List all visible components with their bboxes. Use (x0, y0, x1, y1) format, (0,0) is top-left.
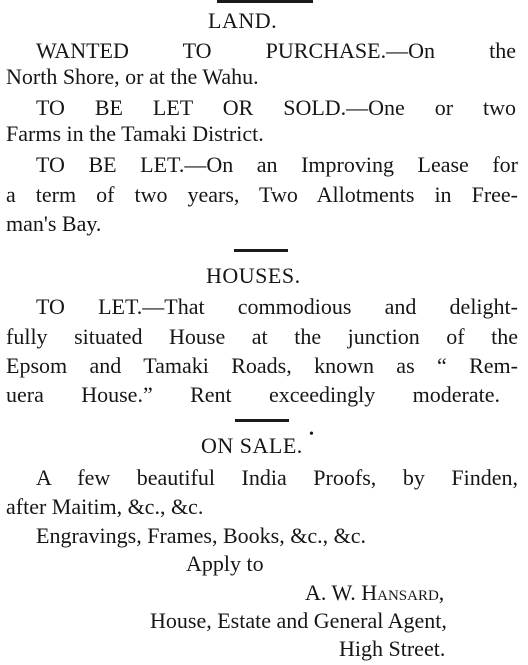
let-line-3: man's Bay. (6, 211, 102, 236)
sale-heading: ON SALE. (201, 433, 303, 458)
sale-line-1: A few beautiful India Proofs, by Finden, (36, 465, 518, 490)
sale-line-3: Engravings, Frames, Books, &c., &c. (36, 523, 366, 548)
sold-line-1: TO BE LET OR SOLD.—One or two (36, 95, 516, 120)
apply-to: Apply to (186, 551, 264, 576)
agent-address: High Street. (339, 636, 446, 661)
wanted-line-1: WANTED TO PURCHASE.—On the (36, 38, 516, 63)
houses-heading: HOUSES. (206, 263, 301, 288)
houses-line-1: TO LET.—That commodious and delight- (36, 294, 518, 319)
sold-line-2: Farms in the Tamaki District. (6, 121, 264, 146)
houses-line-2: fully situated House at the junction of the (6, 324, 518, 349)
sale-heading-mark: • (309, 427, 314, 442)
houses-line-4: uera House.” Rent exceedingly moderate. (6, 382, 500, 407)
top-rule (217, 0, 313, 3)
houses-line-3: Epsom and Tamaki Roads, known as “ Rem- (6, 353, 518, 378)
sale-line-2: after Maitim, &c., &c. (6, 494, 204, 519)
agent-name: A. W. Hansard, (305, 580, 445, 605)
section-divider-2 (235, 419, 289, 422)
section-divider-1 (234, 249, 288, 252)
let-line-2: a term of two years, Two Allotments in Free- (6, 182, 518, 207)
land-heading: LAND. (208, 8, 278, 33)
wanted-line-2: North Shore, or at the Wahu. (6, 64, 259, 89)
agent-title: House, Estate and General Agent, (150, 608, 447, 633)
let-line-1: TO BE LET.—On an Improving Lease for (36, 152, 518, 177)
